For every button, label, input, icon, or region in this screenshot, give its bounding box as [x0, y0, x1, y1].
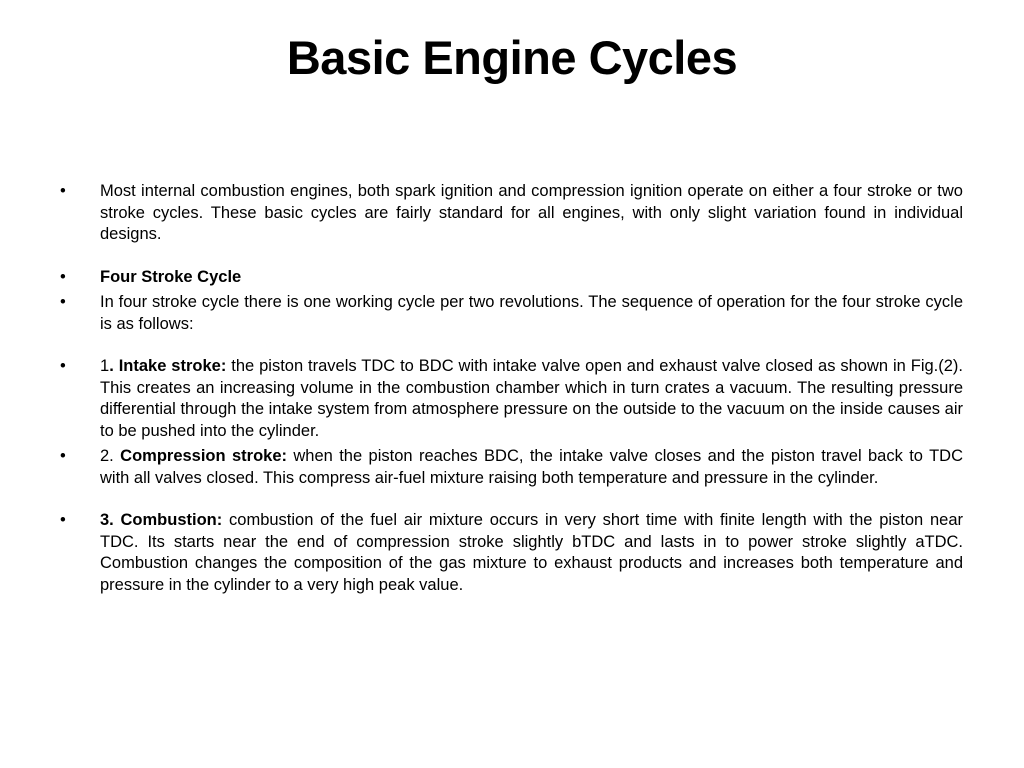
- intro-text: Most internal combustion engines, both spark ignition and compression ignition operate on either a four stroke or two stroke cycles. These basic cycles are fairly standard for all engines, with only slight variation found in individual designs.: [100, 182, 963, 243]
- bullet-four-stroke-desc: [60, 292, 963, 335]
- intake-label: . Intake stroke:: [109, 357, 227, 375]
- intake-text: the piston travels TDC to BDC with intake valve open and exhaust valve closed as shown in Fig.(2). This creates an increasing volume in the combustion chamber which in turn crates a vacuum. The resulting pressure differential through the intake system from atmosphere pressure on the outside to the vacuum on the inside causes air to be pushed into the cylinder.: [100, 357, 964, 440]
- bullet-intake-stroke: [60, 356, 963, 442]
- four-stroke-heading: Four Stroke Cycle: [100, 267, 242, 286]
- compression-label: Compression stroke:: [120, 447, 287, 465]
- compression-text: when the piston reaches BDC, the intake valve closes and the piston travel back to TDC with all valves closed. This compress air-fuel mixture raising both temperature and pressure in the cylinder.: [100, 447, 963, 487]
- bullet-combustion: [60, 510, 963, 596]
- four-stroke-desc: In four stroke cycle there is one working cycle per two revolutions. The sequence of operation for the four stroke cycle is as follows:: [100, 293, 963, 333]
- intake-num: 1: [100, 357, 110, 375]
- combustion-text: combustion of the fuel air mixture occurs in very short time with finite length with the piston near TDC. Its starts near the end of compression stroke slightly bTDC and lasts in to power stroke slightly aTDC. Combustion changes the composition of the gas mixture to exhaust products and increases both temperature and pressure in the cylinder to a very high peak value.: [100, 511, 964, 594]
- compression-num: 2.: [100, 447, 121, 465]
- combustion-label: 3. Combustion:: [100, 511, 223, 529]
- slide-title: Basic Engine Cycles: [286, 31, 738, 84]
- bullet-compression-stroke: [60, 446, 963, 489]
- bullet-intro: [60, 181, 963, 246]
- bullet-four-stroke-heading: [60, 267, 963, 289]
- slide-content: [60, 181, 963, 596]
